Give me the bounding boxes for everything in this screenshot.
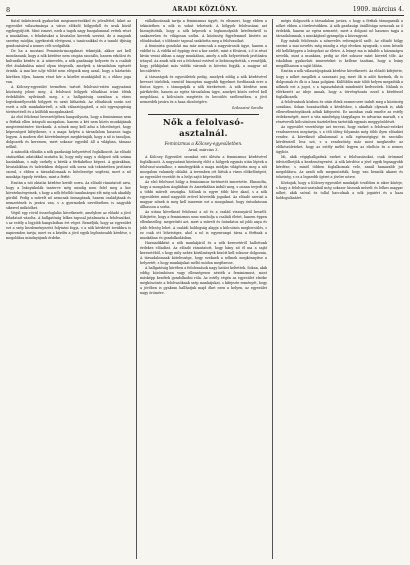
article-paragraph: De ha a mostani Feminista-mozgalmat tekintjük, akkor azt kell mondanunk, hogy a nők kérdése nem csupán szociális, hanem erkölcsi és kulturális kérdés is. A nőnevelés, a nők gazdasági helyzete és a családi élet átalakulása mind olyan tényezők, amelyek a társadalom egészét érintik. A mai kor nője többé nem elégszik meg azzal, hogy a háztartás körében éljen, hanem részt kér a közélet munkájából is, s ehhez joga van. <box>6 49 131 84</box>
article-paragraph: A Kölcsey-egyesület termében tartott felolvasó-estén nagyszámú közönség jelent meg. A felolvasó hölgyek előadásai iránt élénk érdeklődés nyilvánult meg, s a hallgatóság soraiban a város legtekintélyesebb hölgyeit és urait láthattuk. Az előadások során szó esett a nők munkaköréről, a nők választójogáról, a női egyenjogúság történetéről és a külföldi mozgalmakról. <box>6 84 131 114</box>
section-rule <box>148 114 259 115</box>
section-subtitle: Feminizmus a Kölcsey-egyesületben. <box>164 140 243 146</box>
article-paragraph: Az utána következő felolvasó a nő és a család viszonyáról beszélt. Kifejtette, hogy a feminizmus nem rombolja a családi életet, hanem éppen ellenkezőleg: megerősíti azt, mert a művelt és öntudatos nő jobb anya és jobb feleség lehet. A családi boldogság alapja a kölcsönös megbecsülés, s ez csak ott lehetséges, ahol a nő is egyenrangú társa a férfinak a munkában és gondolkodásban. <box>140 210 267 240</box>
page-number: 8 <box>6 6 11 14</box>
article-paragraph: Végül egy rövid összefoglalás következett, amelyben az előadó a jövő feladatait vázolta. A hallgatóság lelkes tapssal jutalmazta a felolvasókat, s az estély a legjobb hangulatban ért véget. Reméljük, hogy az egyesület ezt a szép kezdeményezést folytatni fogja, s a nők kérdését továbbra is napirenden tartja, mert ez a kérdés a jövő egyik legfontosabb kérdése, s megoldása mindnyájunk érdeke. <box>6 210 131 241</box>
article-paragraph: Az egyesület vezetősége azt tervezi, hogy ezeket a felolvasó-esteket rendszeresen megtartja, s a téli idény folyamán még több ilyen előadást rendez. A következő alkalommal a nők egészségügyi és szociális kérdéseiről lesz szó, s a rendezőség már most megkezdte az előkészületeket, hogy az estély méltó legyen az elsőhöz és a nemes ügyhöz. <box>276 124 403 155</box>
article-paragraph: Ezután a női oktatás kérdése került sorra. Az előadó rámutatott arra, hogy a leányiskolák tanterve még mindig nem felel meg a kor követelményeinek, s hogy a nők felsőbb tanulmányai elé még sok akadály gördül. Pedig a művelt nő nemcsak önmagának, hanem családjának és nemzetének is javára van, s a gyermekek nevelésében is nagyobb sikerrel működhet. <box>6 180 131 210</box>
newspaper-title: ARADI KÖZLÖNY. <box>172 6 238 13</box>
article-paragraph: A második előadás a nők gazdasági helyzetével foglalkozott. Az előadó statisztikai adatokkal mutatta ki, hogy mily nagy a dolgozó nők száma hazánkban, s mily csekély a bérük a férfiakéhoz képest. A gyárakban, hivatalokban és üzletekben dolgozó nők sorsa sok tekintetben javításra szorul, s ebben a társadalomnak is kötelessége segíteni, mert a nő munkája éppoly értékes, mint a férfié. <box>6 150 131 180</box>
article-paragraph: mégis dolgozzék a társadalom javára, s hogy a férfiak támogassák a nőket ebben a törekvésükben. A nők gazdasági önállósága nemcsak az ő érdekük, hanem az egész nemzeté, mert a dolgozó nő hasznos tagja a társadalomnak, s munkájával gyarapítja a közvagyont. <box>276 19 403 39</box>
section-byline: Arad, március 3. <box>188 147 219 152</box>
article-paragraph: vállalkozásnak tartja a feminizmus ügyét, és elismeri, hogy ebben a tekintetben a nők is sokat tehetnek. A hölgyek felolvasásai azt bizonyították, hogy a nők képesek a legkomolyabb kérdésekről is szakszerűen és világosan szólni. A közönség figyelemmel kísérte az előadásokat, s többször tapssal szakította meg a felolvasókat. <box>140 19 267 44</box>
column-right <box>276 19 403 559</box>
article-paragraph: Az első felolvasó bevezetőjében hangsúlyozta, hogy a feminizmus nem a férfiak ellen irányuló mozgalom, hanem a két nem közös munkájának megteremtésére törekszik. A nőnek meg kell adni a lehetőséget, hogy képességeit kifejthesse, s a maga helyén a társadalom hasznos tagja legyen. A modern élet követelményei megkívánják, hogy a nő is tanuljon, dolgozzék és keressen, mert sokszor egyedül áll a világban, támasz nélkül. <box>6 114 131 150</box>
article-paragraph: fiatal önkéntesek gyakorlati megismerésekkel és jelenléttel, kiket az egyesület választmánya a város előkelő hölgyeiből és urak közül egybegyűjtött. Mint ismert, ezek a tagok nagy buzgalommal vettek részt a munkában, s feladatukat a hivatalos keretek szerint, de a magunk szerény módján, igyekeztek elvégezni, s tanácsaikkal és a tanuló ifjúság gondozásával a nemes célt szolgálták. <box>6 19 131 49</box>
article-paragraph: A hallgatóság körében a felolvasások nagy hatást keltettek. Sokan, akik eddig közömbösen vagy ellenségesen nézték a feminizmust, most másképp kezdtek gondolkodni róla. Az estély végén az egyesület elnöke megköszönte a felolvasóknak szép munkájukat, s kifejezte reményét, hogy a jövőben is gyakran hallhatjuk majd őket ezen a helyen, az egyesület nagy örömére. <box>140 265 267 296</box>
article-paragraph: A társaságok és egyesületek pedig, amelyek eddig a nők kérdésével keveset törődtek, ezentúl bizonyára nagyobb figyelmet fordítanak erre a fontos ügyre, s támogatják a nők törekvéseit. A nők kérdése nem pártkérdés, hanem az egész társadalom ügye, amelyet közös erővel kell megoldani, a kölcsönös megértés és becsülés szellemében, a jövő nemzedék javára és a haza dicsőségére. <box>140 74 267 104</box>
column-middle <box>140 19 267 559</box>
article-paragraph: A felolvasások közben és után élénk eszmecsere indult meg a közönség soraiban. Sokan hozzászóltak a kérdéshez, s akadtak olyanok is, akik ellenvéleményüknek adtak kifejezést. Ez azonban csak emelte az estély érdekességét, mert a vita mindvégig tárgyilagos és udvarias maradt, s a résztvevők kölcsönösen tiszteletben tartották egymás meggyőződését. <box>276 99 403 124</box>
article-paragraph: A Kölcsey Egyesület szombat esti ülésén a feminizmus kérdésével foglalkozott. A nagyszámú közönség előtt a hölgyek egymás után léptek a felolvasó-asztalhoz, s mindegyikük a maga módján világította meg a női mozgalom valamely oldalát. A teremben ott láttuk a város előkelőségeit, az egyesület vezetőit és a helyi sajtó képviselőit. <box>140 154 267 180</box>
article-paragraph: Kívánjuk, hogy a Kölcsey-egyesület munkáját továbbra is siker kísérje, s hogy a felolvasó-asztalnál még sokszor lássunk művelt és lelkes magyar nőket, akik szóval és tollal harcolnak a nők jogaiért és a haza boldogulásáért. <box>276 180 403 200</box>
article-paragraph: Egy másik felolvasás a nőnevelés reformjáról szólt. Az előadó hölgy szerint a mai nevelés még mindig a régi elveken nyugszik, s nem készíti elő kellőképpen a leányokat az életre. A leányt ma is inkább a házasságra nevelik, mint a munkára, pedig az élet sokszor mást követel tőle. Az iskolában gyakorlati ismereteket is kellene tanítani, hogy a leány megállhasson a saját lábán. <box>276 39 403 69</box>
section-title: Nők a felolvasó-asztalnál. <box>162 117 245 139</box>
author-signature: Szikszainé Sarolta <box>231 105 263 110</box>
column-left <box>6 19 131 559</box>
column-divider <box>136 19 137 559</box>
article-paragraph: Mi, akik végighallgattuk ezeket a felolvasásokat, csak örömmel üdvözölhetjük a kezdeményezést. A nők kérdése a jövő egyik legnagyobb kérdése, s minél többen foglalkoznak vele, annál hamarabb jut megoldásra. Az aradi nők megmutatták, hogy van bennük akarat és tehetség, s ez a legszebb ígéret a jövőre nézve. <box>276 155 403 180</box>
article-paragraph: Az első felolvasó hölgy a feminizmus történetét ismertette. Elmondta, hogy a mozgalom Angliában és Amerikában indult meg, s onnan terjedt át a többi művelt országba. Nálunk is egyre több híve akad, s a nők egyesületei mind nagyobb erővel követelik jogaikat. Az előadó szerint a magyar nőnek is meg kell ismernie ezt a mozgalmat, hogy öntudatosan állhasson a sorba. <box>140 180 267 210</box>
page-header <box>6 5 404 15</box>
article-paragraph: Harmadikként a nők munkájáról és a nők keresetéről hallottunk érdekes előadást. Az előadó rámutatott, hogy hány nő él ma a saját keresetéből, s hogy mily nehéz körülmények között kell sokszor dolgoznia. A társadalomnak kötelessége, hogy ezeknek a nőknek megkönnyítse a helyzetét, s hogy munkájukat méltó módon megfizesse. <box>140 240 267 265</box>
issue-date: 1909. március 4. <box>352 6 404 13</box>
article-paragraph: Ezután a nők választójogának kérdése következett. Az előadó kifejtette, hogy a nőket megilleti a szavazati jog, mert ők is adót fizetnek, ők is dolgoznak és ők is a haza polgárai. Külföldön már több helyen megadták a nőknek ezt a jogot, s a tapasztalatok mindenütt kedvezőek. Nálunk is elérkezett az ideje annak, hogy a törvényhozás ezzel a kérdéssel foglalkozzék. <box>276 69 403 99</box>
column-divider <box>272 19 273 559</box>
header-rule <box>6 15 404 16</box>
article-paragraph: A feminista gondolat ma már nemcsak a nagyvárosok ügye, hanem a vidéké is. A vidéki nő éppúgy érzi a kor szelét, mint a fővárosi, s ő is részt kíván venni abban a nagy munkában, amely a nők helyzetének javítására irányul. Az aradi nők ezt a felolvasó-estével is bebizonyították, s reméljük, hogy példájukat más vidéki városok is követni fogják, a magyar nő becsületére. <box>140 44 267 74</box>
